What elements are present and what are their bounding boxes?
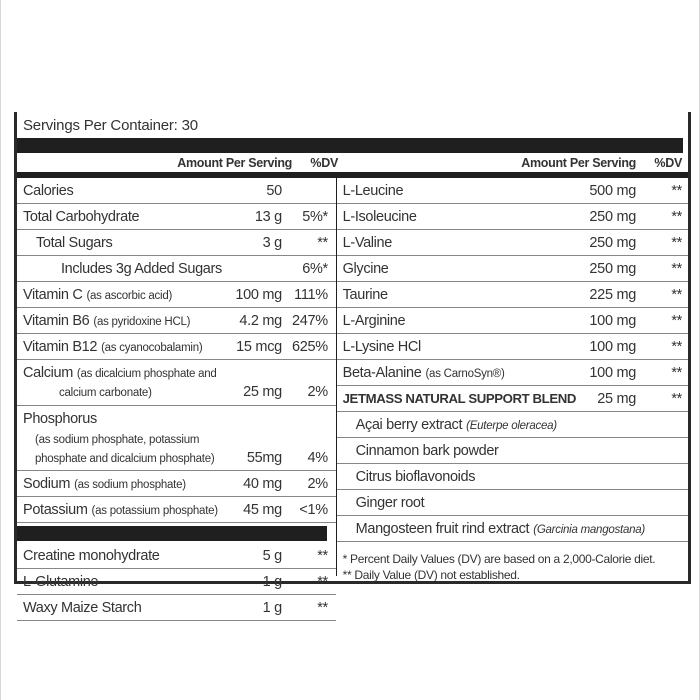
ingredient-row bbox=[17, 569, 336, 595]
ingredient-row bbox=[17, 543, 336, 569]
ingredient-name: Waxy Maize Starch bbox=[23, 600, 142, 617]
ingredient-row bbox=[337, 230, 688, 256]
amount-per-serving-value: 3 g bbox=[262, 235, 282, 251]
ingredient-name-cell bbox=[343, 182, 576, 200]
ingredient-name: Taurine bbox=[342, 287, 388, 303]
right-column-header bbox=[351, 156, 688, 172]
ingredient-source-note: (Euterpe oleracea) bbox=[466, 420, 557, 432]
ingredient-name: Vitamin B12 bbox=[23, 339, 98, 355]
ingredient-name: Citrus bioflavonoids bbox=[355, 469, 476, 485]
ingredient-name: JETMASS NATURAL SUPPORT BLEND bbox=[342, 391, 576, 406]
ingredient-name-cell bbox=[343, 260, 576, 278]
ingredient-row bbox=[17, 406, 336, 472]
ingredient-row bbox=[17, 204, 336, 230]
ingredient-name: Calcium bbox=[23, 365, 73, 381]
ingredient-name-cell bbox=[23, 286, 222, 304]
ingredient-name: Calories bbox=[23, 183, 74, 199]
ingredient-source-note: (as dicalcium phosphate and bbox=[76, 368, 217, 380]
amount-per-serving-value: 25 mg bbox=[597, 391, 636, 407]
footnote-dv-not-established: ** Daily Value (DV) not established. bbox=[342, 568, 520, 583]
top-separator-bar bbox=[17, 138, 683, 153]
ingredient-name-cell bbox=[343, 338, 576, 356]
column-headers-row bbox=[17, 153, 688, 172]
ingredient-name-cell bbox=[23, 599, 222, 617]
ingredient-row bbox=[337, 256, 688, 282]
ingredient-name: Phosphorus bbox=[23, 410, 97, 427]
ingredient-name-cell bbox=[23, 573, 222, 591]
ingredient-row bbox=[17, 256, 336, 282]
supplement-facts-panel bbox=[14, 112, 691, 617]
percent-dv-value: ** bbox=[317, 600, 328, 617]
ingredient-source-note: (as potassium phosphate) bbox=[91, 505, 218, 518]
amount-per-serving-value: 100 mg bbox=[589, 365, 636, 381]
ingredient-row bbox=[17, 360, 336, 406]
percent-dv-value: 2% bbox=[307, 476, 328, 493]
percent-dv-value: <1% bbox=[299, 502, 328, 519]
ingredient-source-note: (as CarnoSyn®) bbox=[425, 368, 505, 380]
amount-per-serving-value: 13 g bbox=[254, 209, 282, 225]
left-column-header bbox=[17, 156, 346, 172]
ingredient-name-cell bbox=[343, 520, 682, 538]
percent-dv-value: 625% bbox=[292, 339, 328, 355]
ingredient-note-line bbox=[23, 429, 328, 449]
ingredient-name: Ginger root bbox=[355, 495, 425, 511]
ingredient-row bbox=[17, 178, 336, 204]
footnotes bbox=[337, 547, 688, 583]
nutrition-columns bbox=[17, 178, 688, 617]
percent-dv-value: 5%* bbox=[302, 209, 328, 225]
ingredient-row bbox=[337, 490, 688, 516]
ingredient-row bbox=[337, 282, 688, 308]
ingredient-name: Vitamin C bbox=[23, 287, 83, 303]
ingredient-name-cell bbox=[343, 286, 576, 304]
amount-per-serving-value: 250 mg bbox=[589, 209, 636, 225]
amount-per-serving-value: 100 mg bbox=[589, 313, 636, 329]
ingredient-name-cell bbox=[343, 208, 576, 226]
ingredient-row bbox=[17, 230, 336, 256]
ingredient-name: Creatine monohydrate bbox=[23, 548, 160, 565]
ingredient-source-note: calcium carbonate) bbox=[59, 386, 152, 399]
amount-per-serving-value: 100 mg bbox=[589, 339, 636, 355]
percent-dv-value: 4% bbox=[307, 449, 328, 466]
ingredient-name: Total Sugars bbox=[36, 235, 113, 251]
ingredient-name-line bbox=[23, 410, 328, 429]
ingredient-name: L-Isoleucine bbox=[342, 209, 417, 225]
ingredient-name: Beta-Alanine bbox=[342, 365, 422, 381]
amount-per-serving-value: 4.2 mg bbox=[239, 313, 282, 329]
percent-dv-value: 111% bbox=[294, 287, 328, 303]
ingredient-name-cell bbox=[343, 468, 682, 486]
ingredient-name: Mangosteen fruit rind extract bbox=[355, 521, 530, 537]
ingredient-name: Total Carbohydrate bbox=[23, 209, 140, 225]
percent-dv-value: ** bbox=[671, 287, 682, 303]
ingredient-name-cell bbox=[23, 312, 222, 330]
percent-dv-header: %DV bbox=[654, 156, 682, 170]
ingredient-name: Potassium bbox=[23, 502, 88, 519]
ingredient-row bbox=[17, 282, 336, 308]
percent-dv-value: 6%* bbox=[302, 261, 328, 277]
ingredient-row bbox=[337, 438, 688, 464]
ingredient-note-line bbox=[23, 383, 222, 402]
percent-dv-value: ** bbox=[671, 235, 682, 251]
ingredient-source-note: (as sodium phosphate) bbox=[74, 479, 186, 492]
amount-per-serving-value: 250 mg bbox=[589, 235, 636, 251]
ingredient-name-cell bbox=[23, 338, 222, 356]
ingredient-name-cell bbox=[343, 494, 682, 512]
ingredient-name: L-Glutamine bbox=[23, 574, 99, 591]
ingredient-name: L-Leucine bbox=[342, 183, 404, 199]
ingredient-row bbox=[337, 308, 688, 334]
amount-per-serving-value: 15 mcg bbox=[236, 339, 282, 355]
ingredient-name-cell bbox=[23, 547, 222, 565]
percent-dv-value: ** bbox=[671, 339, 682, 355]
right-column bbox=[337, 178, 688, 583]
percent-dv-value: ** bbox=[671, 261, 682, 277]
ingredient-name: L-Valine bbox=[342, 235, 392, 251]
ingredient-name-cell bbox=[23, 475, 222, 493]
percent-dv-value: ** bbox=[671, 313, 682, 329]
ingredient-value-line bbox=[23, 383, 328, 402]
ingredient-name-cell bbox=[23, 260, 222, 278]
left-column bbox=[17, 178, 336, 617]
right-column-rows bbox=[337, 178, 688, 542]
ingredient-name: L-Lysine HCl bbox=[342, 339, 421, 355]
percent-dv-value: 247% bbox=[292, 313, 328, 329]
percent-dv-value: 2% bbox=[307, 383, 328, 400]
percent-dv-header: %DV bbox=[310, 156, 338, 170]
ingredient-value-line bbox=[23, 449, 328, 468]
ingredient-name-cell bbox=[343, 442, 682, 460]
ingredient-name-cell bbox=[23, 182, 222, 200]
ingredient-name-cell bbox=[23, 501, 222, 519]
ingredient-name-cell bbox=[343, 364, 576, 382]
amount-per-serving-value: 250 mg bbox=[589, 261, 636, 277]
ingredient-name: Glycine bbox=[342, 261, 389, 277]
ingredient-row bbox=[337, 334, 688, 360]
ingredient-name-cell bbox=[343, 312, 576, 330]
amount-per-serving-value: 5 g bbox=[262, 548, 282, 565]
ingredient-source-note: (as cyanocobalamin) bbox=[101, 342, 203, 354]
ingredient-name-cell bbox=[23, 234, 222, 252]
ingredient-name-line bbox=[23, 364, 328, 383]
ingredient-source-note: (as sodium phosphate, potassium bbox=[35, 433, 200, 446]
percent-dv-value: ** bbox=[317, 235, 328, 251]
amount-per-serving-value: 50 bbox=[266, 183, 282, 199]
ingredient-row bbox=[337, 386, 688, 412]
ingredient-name: Vitamin B6 bbox=[23, 313, 90, 329]
ingredient-name: Açai berry extract bbox=[355, 417, 463, 433]
percent-dv-value: ** bbox=[671, 391, 682, 407]
ingredient-name: Includes 3g Added Sugars bbox=[61, 261, 222, 277]
ingredient-name: Cinnamon bark powder bbox=[355, 443, 499, 459]
percent-dv-value: ** bbox=[671, 365, 682, 381]
ingredient-row bbox=[17, 334, 336, 360]
ingredient-note-line bbox=[23, 449, 222, 468]
ingredient-name-cell bbox=[343, 390, 576, 408]
percent-dv-value: ** bbox=[671, 183, 682, 199]
amount-per-serving-value: 1 g bbox=[262, 600, 282, 617]
ingredient-name: L-Arginine bbox=[342, 313, 406, 329]
ingredient-source-note: (as ascorbic acid) bbox=[86, 290, 173, 302]
amount-per-serving-value: 55mg bbox=[246, 449, 282, 466]
ingredient-row bbox=[337, 412, 688, 438]
ingredient-row bbox=[337, 204, 688, 230]
ingredient-source-note: (Garcinia mangostana) bbox=[533, 524, 645, 536]
ingredient-row bbox=[17, 497, 336, 523]
ingredient-row bbox=[337, 464, 688, 490]
ingredient-row bbox=[337, 360, 688, 386]
amount-per-serving-header: Amount Per Serving bbox=[521, 156, 636, 170]
ingredient-row bbox=[17, 595, 336, 621]
percent-dv-value: ** bbox=[317, 548, 328, 565]
ingredient-row bbox=[337, 178, 688, 204]
amount-per-serving-value: 500 mg bbox=[589, 183, 636, 199]
ingredient-name-cell bbox=[343, 416, 682, 434]
amount-per-serving-value: 25 mg bbox=[243, 383, 282, 400]
amount-per-serving-value: 40 mg bbox=[243, 476, 282, 493]
ingredient-source-note: (as pyridoxine HCL) bbox=[93, 316, 191, 328]
amount-per-serving-value: 1 g bbox=[262, 574, 282, 591]
ingredient-name-cell bbox=[23, 208, 222, 226]
ingredient-row bbox=[17, 308, 336, 334]
ingredient-row bbox=[337, 516, 688, 542]
amount-per-serving-value: 45 mg bbox=[243, 502, 282, 519]
percent-dv-value: ** bbox=[671, 209, 682, 225]
ingredient-name: Sodium bbox=[23, 476, 71, 493]
percent-dv-value: ** bbox=[317, 574, 328, 591]
ingredient-row bbox=[17, 471, 336, 497]
amount-per-serving-value: 225 mg bbox=[589, 287, 636, 303]
servings-per-container: Servings Per Container: 30 bbox=[23, 117, 198, 134]
ingredient-source-note: phosphate and dicalcium phosphate) bbox=[35, 452, 215, 465]
amount-per-serving-header: Amount Per Serving bbox=[177, 156, 292, 170]
ingredient-name-cell bbox=[343, 234, 576, 252]
amount-per-serving-value: 100 mg bbox=[235, 287, 282, 303]
section-divider-bar bbox=[17, 526, 327, 541]
footnote-daily-values: * Percent Daily Values (DV) are based on a 2,000-Calorie diet. bbox=[342, 552, 656, 566]
